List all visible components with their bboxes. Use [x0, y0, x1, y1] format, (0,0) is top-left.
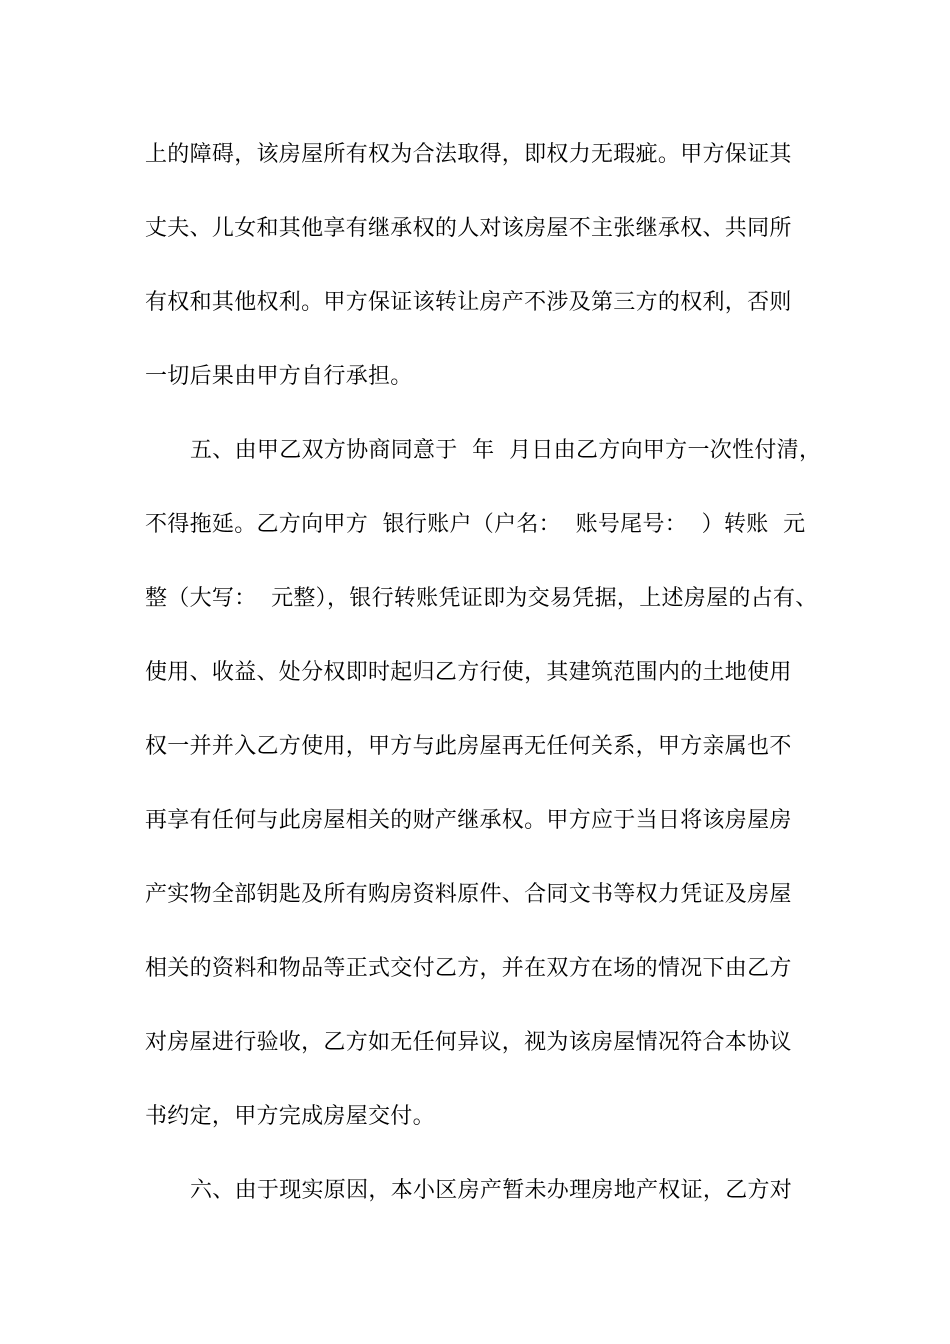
text-line: 使用、收益、处分权即时起归乙方行使，其建筑范围内的土地使用: [145, 660, 792, 685]
text-line: 一切后果由甲方自行承担。: [145, 364, 413, 389]
text-line: 再享有任何与此房屋相关的财产继承权。甲方应于当日将该房屋房: [145, 808, 792, 833]
text-line: 五、由甲乙双方协商同意于 年 月日由乙方向甲方一次性付清，: [190, 438, 822, 463]
text-line: 整（大写： 元整），银行转账凭证即为交易凭据，上述房屋的占有、: [145, 586, 818, 611]
text-line: 丈夫、儿女和其他享有继承权的人对该房屋不主张继承权、共同所: [145, 216, 792, 241]
text-line: 相关的资料和物品等正式交付乙方，并在双方在场的情况下由乙方: [145, 956, 792, 981]
text-line: 对房屋进行验收，乙方如无任何异议，视为该房屋情况符合本协议: [145, 1030, 792, 1055]
text-line: 书约定，甲方完成房屋交付。: [145, 1104, 435, 1129]
text-line: 产实物全部钥匙及所有购房资料原件、合同文书等权力凭证及房屋: [145, 882, 792, 907]
text-line: 不得拖延。乙方向甲方 银行账户（户名： 账号尾号： ）转账 元: [145, 512, 806, 537]
text-line: 上的障碍，该房屋所有权为合法取得，即权力无瑕疵。甲方保证其: [145, 142, 792, 167]
text-line: 六、由于现实原因，本小区房产暂未办理房地产权证，乙方对: [190, 1178, 793, 1203]
text-line: 权一并并入乙方使用，甲方与此房屋再无任何关系，甲方亲属也不: [145, 734, 792, 759]
text-line: 有权和其他权利。甲方保证该转让房产不涉及第三方的权利，否则: [145, 290, 792, 315]
